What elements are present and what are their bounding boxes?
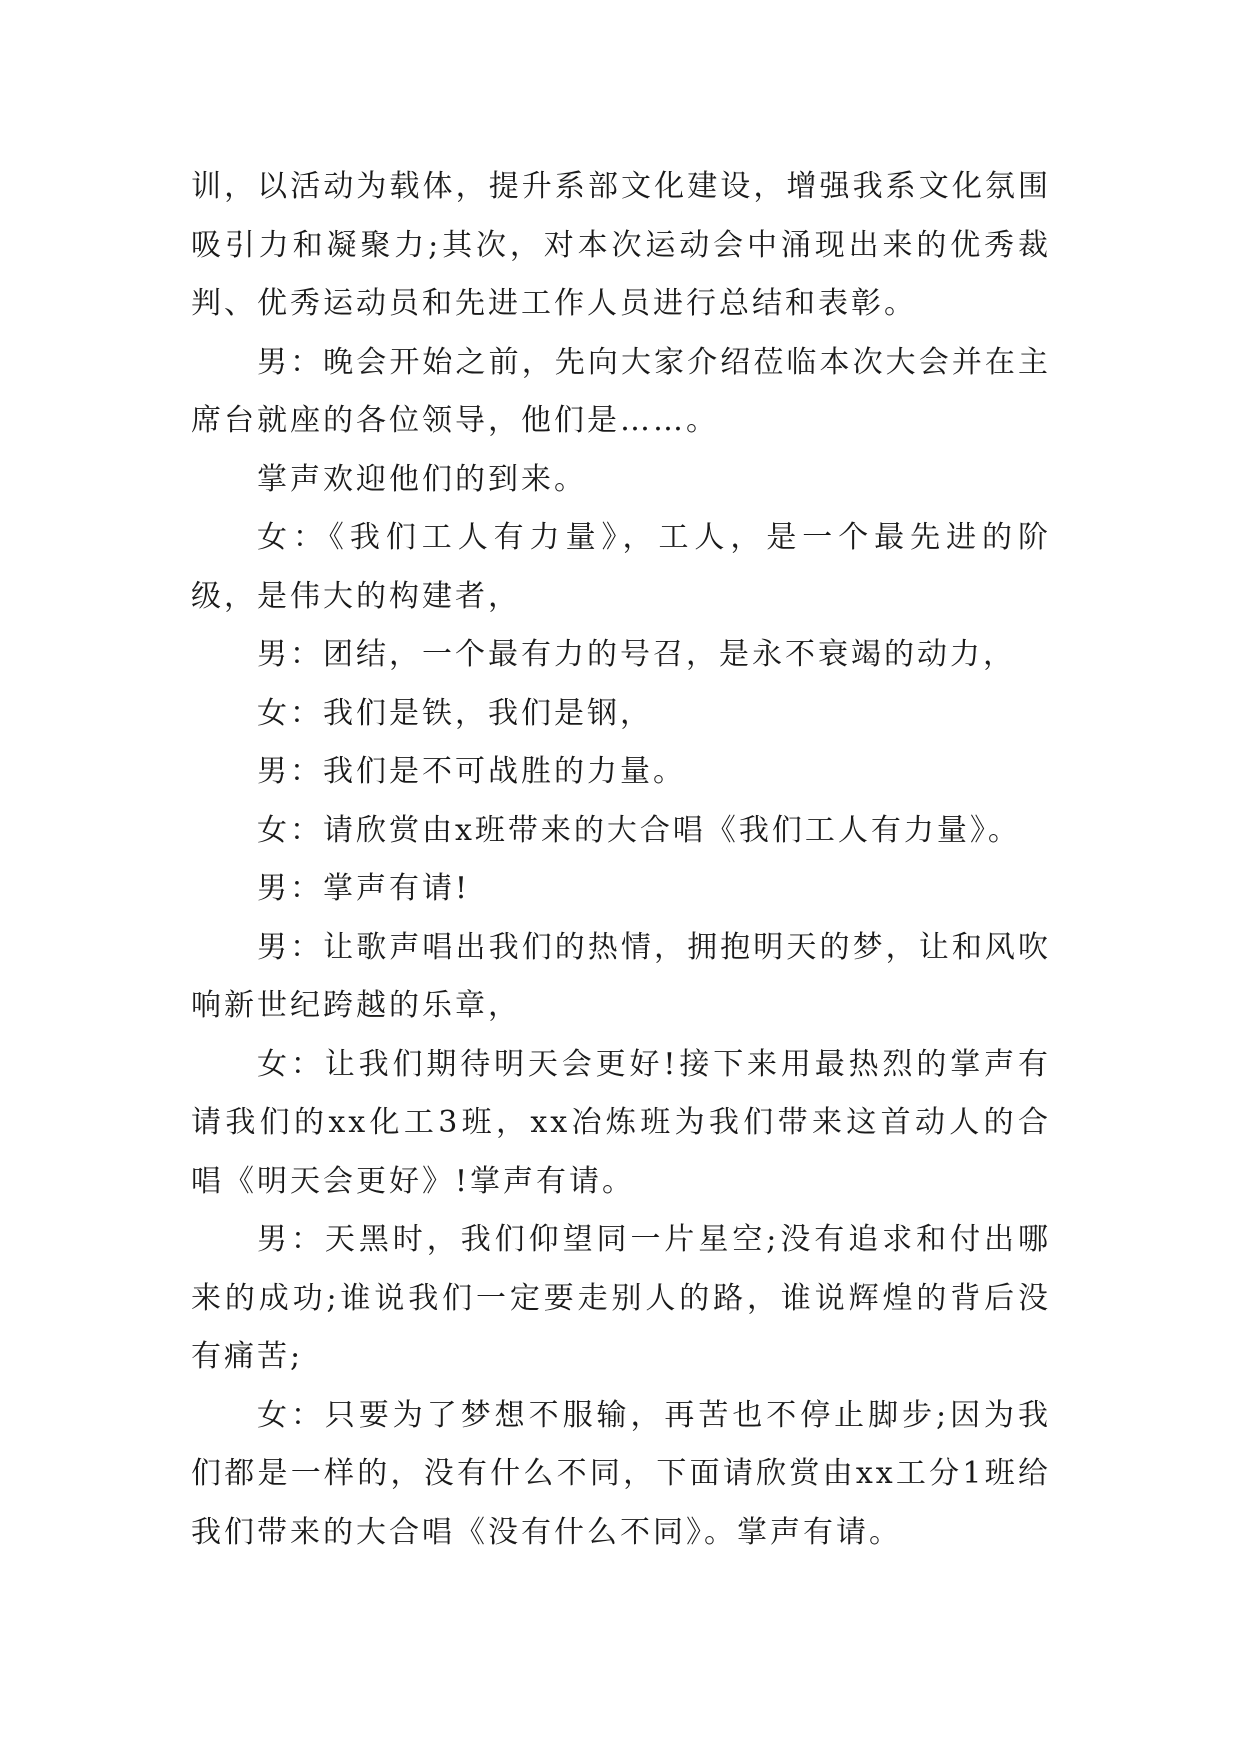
paragraph-12: 男：天黑时，我们仰望同一片星空;没有追求和付出哪来的成功;谁说我们一定要走别人的路，谁说辉煌的背后没有痛苦; — [191, 1222, 1051, 1374]
paragraph-9: 男：掌声有请! — [257, 871, 471, 906]
paragraph-6: 女：我们是铁，我们是钢， — [257, 695, 653, 731]
paragraph-10: 男：让歌声唱出我们的热情，拥抱明天的梦，让和风吹响新世纪跨越的乐章， — [191, 929, 1051, 1023]
paragraph-8: 女：请欣赏由x班带来的大合唱《我们工人有力量》。 — [257, 812, 1021, 848]
paragraph-2: 男：晚会开始之前，先向大家介绍莅临本次大会并在主席台就座的各位领导，他们是……。 — [191, 344, 1051, 438]
document-body — [191, 158, 1051, 1562]
paragraph-5: 男：团结，一个最有力的号召，是永不衰竭的动力， — [257, 637, 1016, 672]
paragraph-7: 男：我们是不可战胜的力量。 — [257, 754, 686, 789]
paragraph-3: 掌声欢迎他们的到来。 — [257, 461, 587, 497]
paragraph-11: 女：让我们期待明天会更好!接下来用最热烈的掌声有请我们的xx化工3班，xx冶炼班为我们带来这首动人的合唱《明天会更好》!掌声有请。 — [191, 1046, 1051, 1199]
paragraph-13: 女：只要为了梦想不服输，再苦也不停止脚步;因为我们都是一样的，没有什么不同，下面请欣赏由xx工分1班给我们带来的大合唱《没有什么不同》。掌声有请。 — [191, 1397, 1051, 1550]
paragraph-1: 训，以活动为载体，提升系部文化建设，增强我系文化氛围吸引力和凝聚力;其次，对本次运动会中涌现出来的优秀裁判、优秀运动员和先进工作人员进行总结和表彰。 — [191, 169, 1051, 321]
paragraph-4: 女：《我们工人有力量》，工人，是一个最先进的阶级，是伟大的构建者， — [191, 520, 1051, 614]
